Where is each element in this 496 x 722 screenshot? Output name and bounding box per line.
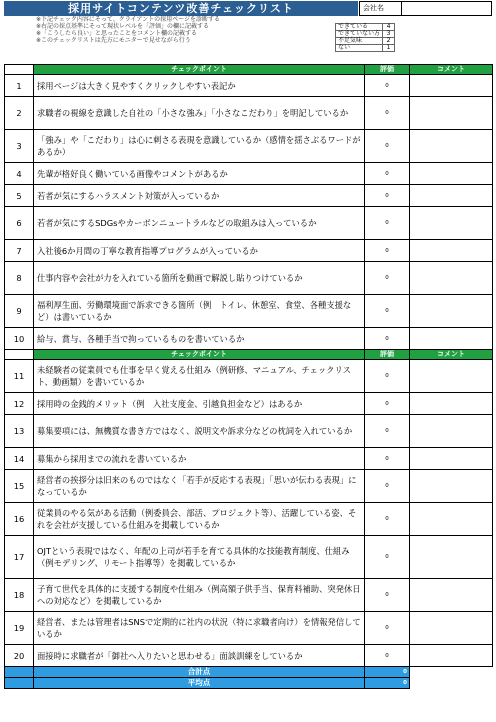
comment-cell[interactable]	[410, 360, 493, 393]
comment-cell[interactable]	[410, 579, 493, 612]
checklist-row	[5, 360, 493, 393]
checklist-row	[5, 503, 493, 536]
note-line: ※「こうしたら良い」と思ったことをコメント欄の記載する	[36, 30, 198, 37]
score-cell[interactable]: 0	[365, 97, 410, 130]
comment-cell[interactable]	[410, 612, 493, 645]
comment-cell[interactable]	[410, 262, 493, 295]
checkpoint-text: 「強み」や「こだわり」は心に刺さる表現を意識しているか（感情を揺さぶるワードがあるか）	[34, 130, 365, 163]
score-cell[interactable]: 0	[365, 448, 410, 470]
score-header: 評価	[365, 350, 410, 360]
item-number: 14	[5, 448, 34, 470]
header	[0, 0, 496, 64]
comment-cell[interactable]	[410, 536, 493, 579]
checkpoint-text: 先輩が格好良く働いている画像やコメントがあるか	[34, 163, 365, 185]
score-cell[interactable]: 0	[365, 536, 410, 579]
checkpoint-header: チェックポイント	[34, 65, 365, 75]
comment-header: コメント	[410, 65, 493, 75]
item-number: 10	[5, 328, 34, 350]
checkpoint-text: 募集から採用までの流れを書いているか	[34, 448, 365, 470]
checkpoint-text: 給与、賞与、各種手当で拘っているものを書いているか	[34, 328, 365, 350]
comment-header: コメント	[410, 350, 493, 360]
score-cell[interactable]: 0	[365, 393, 410, 415]
item-number: 4	[5, 163, 34, 185]
note-line: ※右記の採点基準にそって現状レベルを「評価」の欄に記載する	[36, 23, 210, 30]
checkpoint-text: 採用時の金銭的メリット（例 入社支度金、引越負担金など）はあるか	[34, 393, 365, 415]
legend-value: 1	[383, 45, 395, 52]
checklist-row	[5, 645, 493, 667]
section-header-number-cell	[5, 65, 34, 75]
legend-label: できている	[336, 24, 383, 31]
total-empty	[410, 678, 493, 689]
score-cell[interactable]: 0	[365, 207, 410, 240]
checkpoint-text: 若者が気にするハラスメント対策が入っているか	[34, 185, 365, 207]
comment-cell[interactable]	[410, 185, 493, 207]
checklist-row	[5, 470, 493, 503]
item-number: 3	[5, 130, 34, 163]
company-label: 会社名	[360, 2, 402, 15]
checkpoint-text: 仕事内容や会社が力を入れている箇所を動画で解説し貼りつけているか	[34, 262, 365, 295]
total-spacer	[5, 667, 34, 678]
total-label: 平均点	[34, 678, 365, 689]
checklist-row	[5, 536, 493, 579]
checkpoint-text: 採用ページは大きく見やすくクリックしやすい表記か	[34, 75, 365, 97]
checkpoint-text: 福利厚生面、労働環境面で訴求できる箇所（例 トイレ、休憩室、食堂、各種支援など）は書いているか	[34, 295, 365, 328]
score-cell[interactable]: 0	[365, 185, 410, 207]
item-number: 1	[5, 75, 34, 97]
page-title: 採用サイトコンテンツ改善チェックリスト	[4, 1, 358, 16]
item-number: 2	[5, 97, 34, 130]
checkpoint-text: 面接時に求職者が「御社へ入りたいと思わせる」面談訓練をしているか	[34, 645, 365, 667]
item-number: 11	[5, 360, 34, 393]
checkpoint-text: 入社後6か月間の丁寧な教育指導プログラムが入っているか	[34, 240, 365, 262]
comment-cell[interactable]	[410, 448, 493, 470]
score-cell[interactable]: 0	[365, 262, 410, 295]
item-number: 12	[5, 393, 34, 415]
checklist-row	[5, 240, 493, 262]
comment-cell[interactable]	[410, 328, 493, 350]
item-number: 18	[5, 579, 34, 612]
legend-label: ない	[336, 45, 383, 52]
average-row	[5, 678, 493, 689]
legend-value: 2	[383, 38, 395, 45]
comment-cell[interactable]	[410, 470, 493, 503]
item-number: 7	[5, 240, 34, 262]
score-cell[interactable]: 0	[365, 470, 410, 503]
checklist-row	[5, 328, 493, 350]
checkpoint-text: 未経験者の従業員でも仕事を早く覚える仕組み（例研修、マニュアル、チェックリスト、動画類）を書いているか	[34, 360, 365, 393]
score-cell[interactable]: 0	[365, 612, 410, 645]
score-cell[interactable]: 0	[365, 163, 410, 185]
checklist-row	[5, 163, 493, 185]
checklist-row	[5, 415, 493, 448]
item-number: 19	[5, 612, 34, 645]
total-spacer	[5, 678, 34, 689]
score-cell[interactable]: 0	[365, 645, 410, 667]
score-cell[interactable]: 0	[365, 295, 410, 328]
checkpoint-text: 若者が気にするSDGsやカーボンニュートラルなどの取組みは入っているか	[34, 207, 365, 240]
legend-label: できていない方	[336, 31, 383, 38]
checkpoint-text: 募集要項には、無機質な書き方ではなく、説明文や訴求分などの枕詞を入れているか	[34, 415, 365, 448]
comment-cell[interactable]	[410, 75, 493, 97]
section-header-number-cell	[5, 350, 34, 360]
item-number: 17	[5, 536, 34, 579]
checklist-row	[5, 448, 493, 470]
checklist-row	[5, 393, 493, 415]
section-header-row	[5, 65, 493, 75]
checkpoint-text: 経営者の挨拶分は旧来のものではなく「若手が反応する表現」「思いが伝わる表現」になっているか	[34, 470, 365, 503]
checklist-row	[5, 75, 493, 97]
total-empty	[410, 667, 493, 678]
item-number: 9	[5, 295, 34, 328]
scoring-legend	[335, 23, 395, 52]
score-cell[interactable]: 0	[365, 360, 410, 393]
score-header: 評価	[365, 65, 410, 75]
checklist-row	[5, 262, 493, 295]
note-line: ※下記チェック内容にそって、クライアントの採用ページを診断する	[36, 16, 221, 23]
score-cell[interactable]: 0	[365, 240, 410, 262]
checklist-row	[5, 207, 493, 240]
note-line: ※このチェックリストは先方にモニターで見せながら行う	[36, 37, 191, 44]
checklist-row	[5, 612, 493, 645]
checkpoint-text: 経営者、または管理者はSNSで定期的に社内の状況（特に求職者向け）を情報発信しているか	[34, 612, 365, 645]
score-cell[interactable]: 0	[365, 328, 410, 350]
score-cell[interactable]: 0	[365, 503, 410, 536]
checkpoint-text: 求職者の視線を意識した自社の「小さな強み」「小さなこだわり」を明記しているか	[34, 97, 365, 130]
score-cell[interactable]: 0	[365, 75, 410, 97]
comment-cell[interactable]	[410, 503, 493, 536]
checkpoint-text: 従業員のやる気がある活動（例委員会、部活、プロジェクト等）、活躍している姿、それを会社が支援している仕組みを掲載しているか	[34, 503, 365, 536]
checklist-table	[4, 64, 493, 689]
instruction-notes	[36, 16, 306, 44]
checkpoint-text: OJTという表現ではなく、年配の上司が若手を育てる具体的な技能教育制度、仕組み（例モデリング、リモート指導等）を掲載しているか	[34, 536, 365, 579]
legend-label: 不足気味	[336, 38, 383, 45]
checklist-row	[5, 185, 493, 207]
comment-cell[interactable]	[410, 415, 493, 448]
item-number: 13	[5, 415, 34, 448]
total-value: 0	[365, 667, 410, 678]
item-number: 8	[5, 262, 34, 295]
checkpoint-header: チェックポイント	[34, 350, 365, 360]
comment-cell[interactable]	[410, 240, 493, 262]
checklist-row	[5, 130, 493, 163]
comment-cell[interactable]	[410, 295, 493, 328]
checklist-row	[5, 97, 493, 130]
legend-value: 4	[383, 24, 395, 31]
comment-cell[interactable]	[410, 130, 493, 163]
total-row	[5, 667, 493, 678]
checklist-row	[5, 579, 493, 612]
score-cell[interactable]: 0	[365, 415, 410, 448]
total-label: 合計点	[34, 667, 365, 678]
item-number: 16	[5, 503, 34, 536]
checklist-row	[5, 295, 493, 328]
item-number: 15	[5, 470, 34, 503]
item-number: 20	[5, 645, 34, 667]
total-value: 0	[365, 678, 410, 689]
company-name-field[interactable]	[359, 1, 492, 16]
legend-value: 3	[383, 31, 395, 38]
comment-cell[interactable]	[410, 97, 493, 130]
score-cell[interactable]: 0	[365, 130, 410, 163]
checkpoint-text: 子育て世代を具体的に支援する制度や仕組み（例高額子供手当、保育料補助、突発休日への対応など）を掲載しているか	[34, 579, 365, 612]
item-number: 5	[5, 185, 34, 207]
comment-cell[interactable]	[410, 207, 493, 240]
score-cell[interactable]: 0	[365, 579, 410, 612]
item-number: 6	[5, 207, 34, 240]
comment-cell[interactable]	[410, 163, 493, 185]
section-header-row	[5, 350, 493, 360]
comment-cell[interactable]	[410, 645, 493, 667]
comment-cell[interactable]	[410, 393, 493, 415]
